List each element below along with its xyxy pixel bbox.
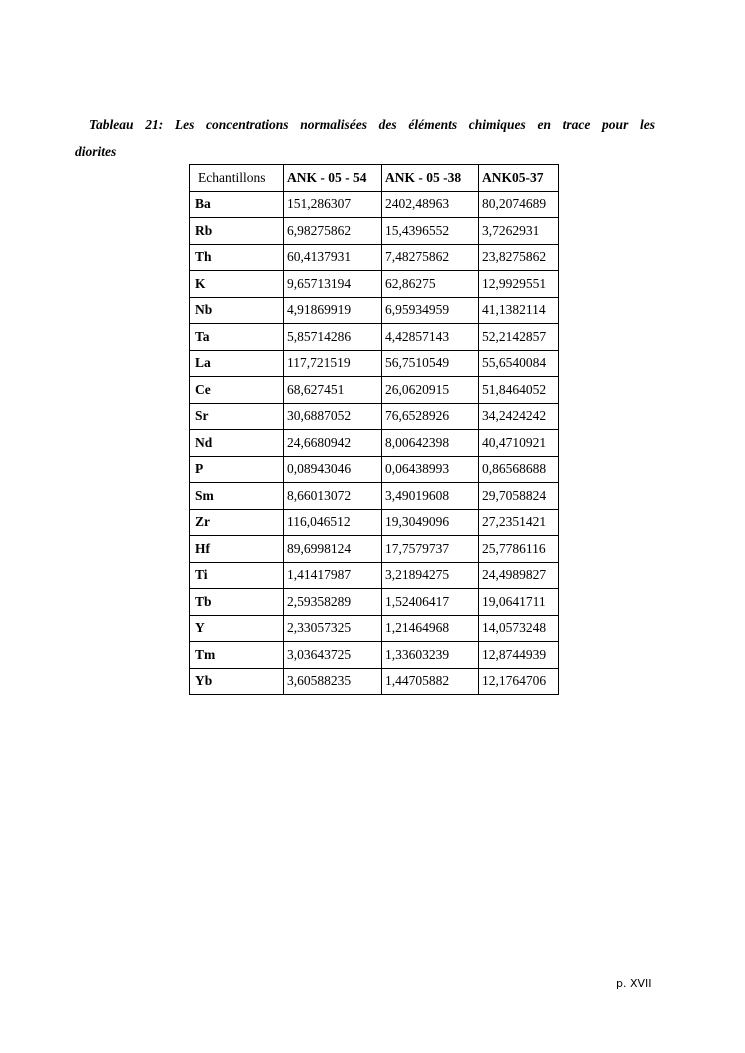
element-name-cell: Rb <box>190 218 284 245</box>
value-cell: 8,00642398 <box>382 430 479 457</box>
header-ank05-37: ANK05-37 <box>479 165 559 192</box>
element-name-cell: Ti <box>190 562 284 589</box>
element-name-cell: Tb <box>190 589 284 616</box>
value-cell: 4,42857143 <box>382 324 479 351</box>
value-cell: 12,9929551 <box>479 271 559 298</box>
page-number: p. XVII <box>616 977 652 990</box>
value-cell: 25,7786116 <box>479 536 559 563</box>
caption-line-2: diorites <box>75 144 117 159</box>
value-cell: 14,0573248 <box>479 615 559 642</box>
element-name-cell: La <box>190 350 284 377</box>
value-cell: 9,65713194 <box>284 271 382 298</box>
value-cell: 1,44705882 <box>382 668 479 695</box>
caption-line-1: Tableau 21: Les concentrations normalisées des éléments chimiques en trace pour les <box>89 117 655 132</box>
element-name-cell: Sm <box>190 483 284 510</box>
value-cell: 7,48275862 <box>382 244 479 271</box>
table-body <box>190 191 559 695</box>
value-cell: 5,85714286 <box>284 324 382 351</box>
value-cell: 12,1764706 <box>479 668 559 695</box>
value-cell: 26,0620915 <box>382 377 479 404</box>
element-name-cell: Y <box>190 615 284 642</box>
table-row <box>190 615 559 642</box>
table-row <box>190 562 559 589</box>
table-row <box>190 536 559 563</box>
value-cell: 68,627451 <box>284 377 382 404</box>
value-cell: 80,2074689 <box>479 191 559 218</box>
value-cell: 60,4137931 <box>284 244 382 271</box>
value-cell: 116,046512 <box>284 509 382 536</box>
table-row <box>190 324 559 351</box>
table-header-row <box>190 165 559 192</box>
value-cell: 51,8464052 <box>479 377 559 404</box>
table-row <box>190 403 559 430</box>
value-cell: 0,08943046 <box>284 456 382 483</box>
value-cell: 76,6528926 <box>382 403 479 430</box>
value-cell: 52,2142857 <box>479 324 559 351</box>
value-cell: 151,286307 <box>284 191 382 218</box>
table-row <box>190 191 559 218</box>
element-name-cell: P <box>190 456 284 483</box>
value-cell: 2,33057325 <box>284 615 382 642</box>
value-cell: 30,6887052 <box>284 403 382 430</box>
element-name-cell: Th <box>190 244 284 271</box>
table-row <box>190 244 559 271</box>
value-cell: 0,86568688 <box>479 456 559 483</box>
value-cell: 29,7058824 <box>479 483 559 510</box>
table-row <box>190 218 559 245</box>
table-row <box>190 589 559 616</box>
value-cell: 117,721519 <box>284 350 382 377</box>
value-cell: 27,2351421 <box>479 509 559 536</box>
value-cell: 3,7262931 <box>479 218 559 245</box>
value-cell: 19,3049096 <box>382 509 479 536</box>
table-row <box>190 509 559 536</box>
element-name-cell: Hf <box>190 536 284 563</box>
element-name-cell: Zr <box>190 509 284 536</box>
value-cell: 8,66013072 <box>284 483 382 510</box>
value-cell: 24,6680942 <box>284 430 382 457</box>
element-name-cell: Nd <box>190 430 284 457</box>
value-cell: 56,7510549 <box>382 350 479 377</box>
element-name-cell: Nb <box>190 297 284 324</box>
value-cell: 3,60588235 <box>284 668 382 695</box>
table-row <box>190 377 559 404</box>
value-cell: 55,6540084 <box>479 350 559 377</box>
value-cell: 23,8275862 <box>479 244 559 271</box>
value-cell: 3,49019608 <box>382 483 479 510</box>
value-cell: 6,95934959 <box>382 297 479 324</box>
value-cell: 0,06438993 <box>382 456 479 483</box>
value-cell: 19,0641711 <box>479 589 559 616</box>
element-name-cell: Ta <box>190 324 284 351</box>
value-cell: 6,98275862 <box>284 218 382 245</box>
value-cell: 1,33603239 <box>382 642 479 669</box>
table-row <box>190 456 559 483</box>
header-ank-05-38: ANK - 05 -38 <box>382 165 479 192</box>
value-cell: 1,41417987 <box>284 562 382 589</box>
value-cell: 41,1382114 <box>479 297 559 324</box>
value-cell: 2402,48963 <box>382 191 479 218</box>
value-cell: 89,6998124 <box>284 536 382 563</box>
table-row <box>190 430 559 457</box>
trace-elements-table <box>189 164 559 695</box>
table-row <box>190 350 559 377</box>
value-cell: 34,2424242 <box>479 403 559 430</box>
value-cell: 1,52406417 <box>382 589 479 616</box>
table-row <box>190 642 559 669</box>
value-cell: 17,7579737 <box>382 536 479 563</box>
element-name-cell: Yb <box>190 668 284 695</box>
value-cell: 24,4989827 <box>479 562 559 589</box>
element-name-cell: Ba <box>190 191 284 218</box>
element-name-cell: Ce <box>190 377 284 404</box>
value-cell: 15,4396552 <box>382 218 479 245</box>
element-name-cell: Sr <box>190 403 284 430</box>
value-cell: 4,91869919 <box>284 297 382 324</box>
table-row <box>190 668 559 695</box>
element-name-cell: K <box>190 271 284 298</box>
value-cell: 1,21464968 <box>382 615 479 642</box>
element-name-cell: Tm <box>190 642 284 669</box>
table-row <box>190 297 559 324</box>
value-cell: 40,4710921 <box>479 430 559 457</box>
value-cell: 3,21894275 <box>382 562 479 589</box>
value-cell: 62,86275 <box>382 271 479 298</box>
header-ank-05-54: ANK - 05 - 54 <box>284 165 382 192</box>
value-cell: 12,8744939 <box>479 642 559 669</box>
table-caption <box>75 111 655 165</box>
table-row <box>190 483 559 510</box>
value-cell: 2,59358289 <box>284 589 382 616</box>
value-cell: 3,03643725 <box>284 642 382 669</box>
header-samples: Echantillons <box>190 165 284 192</box>
table-row <box>190 271 559 298</box>
